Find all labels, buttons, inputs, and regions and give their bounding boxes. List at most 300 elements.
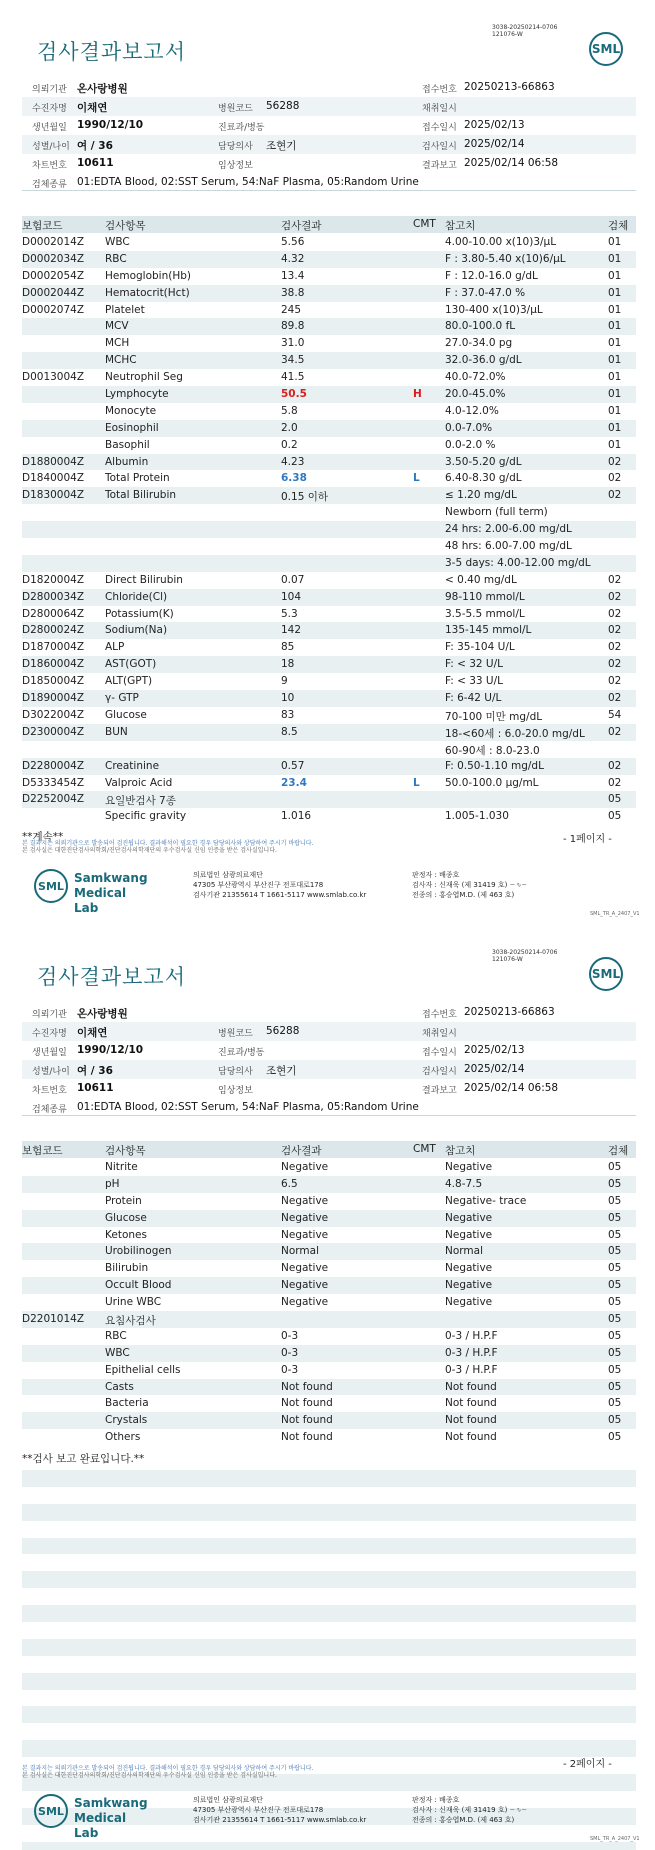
table-row	[22, 1412, 636, 1429]
reference-range: 130-400 x(10)3/μL	[445, 303, 543, 316]
doctor-value: 조현기	[266, 140, 297, 152]
reference-range: 0-3 / H.P.F	[445, 1329, 498, 1342]
reference-range: Negative	[445, 1279, 493, 1292]
test-name: Total Bilirubin	[105, 489, 177, 502]
table-row	[22, 268, 636, 285]
table-row	[22, 1345, 636, 1362]
footnote-2: 본 검사실은 대한진단검사의학회/진단검사의학재단의 우수검사실 신임 인증을 받은 검사실입니다.	[22, 1772, 277, 1779]
table-row	[22, 470, 636, 487]
test-name: RBC	[105, 252, 127, 265]
info-row-2	[22, 1022, 636, 1041]
col-code: 보험코드	[22, 1145, 63, 1157]
test-name: WBC	[105, 1346, 130, 1359]
test-result: Negative	[281, 1262, 329, 1275]
reference-range: 60-90세 : 8.0-23.0	[445, 744, 540, 757]
org-lab: 검사기관 21355614 T 1661-5117 www.smlab.co.kr	[193, 1816, 367, 1824]
doctor-label: 담당의사	[218, 1067, 253, 1077]
accession-value: 20250213-66863	[464, 1006, 555, 1018]
reference-range: Not found	[445, 1431, 497, 1444]
specimen-code: 01	[608, 236, 622, 248]
reference-range: F: 35-104 U/L	[445, 641, 515, 654]
table-row	[22, 775, 636, 792]
test-name: Epithelial cells	[105, 1363, 181, 1376]
specimen-code: 54	[608, 708, 622, 721]
test-result: 245	[281, 303, 302, 316]
report-title: 검사결과보고서	[37, 40, 187, 64]
test-name: Bacteria	[105, 1397, 149, 1410]
institution-label: 의뢰기관	[32, 1010, 67, 1020]
table-row	[22, 285, 636, 302]
table-row	[22, 1379, 636, 1396]
hospital-code-label: 병원코드	[218, 104, 253, 114]
continued-label: **계속**	[22, 831, 64, 843]
sexage-value: 여 / 36	[77, 140, 113, 152]
col-specimen: 검체	[608, 220, 629, 232]
reference-range: 20.0-45.0%	[445, 388, 506, 401]
test-result: 38.8	[281, 286, 305, 299]
specimen-code: 05	[608, 1296, 622, 1309]
reference-range: Not found	[445, 1380, 497, 1393]
reported-label: 결과보고	[422, 161, 457, 171]
reference-range: 50.0-100.0 μg/mL	[445, 776, 539, 789]
report-title: 검사결과보고서	[37, 965, 187, 989]
sexage-label: 성별/나이	[32, 1067, 70, 1077]
org-lab: 검사기관 21355614 T 1661-5117 www.smlab.co.kr	[193, 891, 367, 899]
specimen-code: 05	[608, 1161, 622, 1173]
specimen-code: 01	[608, 252, 622, 265]
specimen-code: 01	[608, 303, 622, 316]
report-code-2: 121076-W	[492, 31, 523, 38]
test-code: D0002044Z	[22, 286, 85, 299]
signer-3: 전종의 : 홍승엽M.D. (제 463 호)	[412, 891, 515, 899]
test-result: 104	[281, 590, 302, 603]
test-name: ALT(GPT)	[105, 675, 153, 688]
dept-label: 진료과/병동	[218, 123, 265, 133]
chart-value: 10611	[77, 157, 114, 169]
test-result: Negative	[281, 1279, 329, 1292]
specimen-code: 02	[608, 590, 622, 603]
test-result: Negative	[281, 1194, 329, 1207]
specimen-code: 01	[608, 337, 622, 350]
test-code: D0002014Z	[22, 236, 85, 248]
brand-line-1: Samkwang	[74, 1796, 148, 1810]
reference-range: F: 6-42 U/L	[445, 692, 502, 705]
test-result: Not found	[281, 1414, 333, 1427]
table-row	[22, 302, 636, 319]
specimen-code: 01	[608, 438, 622, 451]
specimen-code: 05	[608, 1363, 622, 1376]
received-value: 2025/02/13	[464, 1044, 525, 1056]
table-row	[22, 1159, 636, 1176]
col-code: 보험코드	[22, 220, 63, 232]
test-code: D2280004Z	[22, 759, 85, 772]
footnote-page-2	[22, 1765, 313, 1779]
footer-brand	[74, 871, 148, 916]
test-result: 4.32	[281, 252, 305, 265]
reference-range: Not found	[445, 1414, 497, 1427]
test-name: γ- GTP	[105, 692, 139, 705]
patient-label: 수진자명	[32, 1029, 67, 1039]
table-row	[22, 606, 636, 623]
test-name: MCH	[105, 337, 130, 350]
test-name: Nitrite	[105, 1161, 138, 1173]
specimen-code: 02	[608, 692, 622, 705]
table-row	[22, 251, 636, 268]
table-row	[22, 758, 636, 775]
table-row	[22, 639, 636, 656]
specimen-code: 05	[608, 1279, 622, 1292]
test-code: D2800024Z	[22, 624, 85, 637]
test-result: 0-3	[281, 1329, 299, 1342]
test-result: 83	[281, 708, 295, 721]
org-name: 의료법인 삼광의료재단	[193, 1796, 263, 1804]
patient-label: 수진자명	[32, 104, 67, 114]
reported-value: 2025/02/14 06:58	[464, 1082, 559, 1094]
signature-icon: ~∿~	[509, 1806, 528, 1814]
test-name: Lymphocyte	[105, 388, 169, 401]
sml-footer-logo-icon: SML	[34, 1794, 68, 1828]
specimen-code: 05	[608, 1211, 622, 1224]
test-name: Potassium(K)	[105, 607, 174, 620]
specimen-code: 05	[608, 810, 622, 823]
patient-info	[22, 78, 636, 173]
specimen-code: 01	[608, 421, 622, 434]
table-row	[22, 1362, 636, 1379]
col-cmt: CMT	[413, 1143, 436, 1155]
specimen-code: 02	[608, 675, 622, 688]
reference-range: 6.40-8.30 g/dL	[445, 472, 522, 485]
specimen-code: 01	[608, 388, 622, 401]
test-result: Negative	[281, 1228, 329, 1241]
test-result: 41.5	[281, 371, 305, 384]
test-result: 89.8	[281, 320, 305, 333]
collection-label: 채취일시	[422, 104, 457, 114]
info-row-4	[22, 1060, 636, 1079]
table-header	[22, 1141, 636, 1158]
reported-label: 결과보고	[422, 1086, 457, 1096]
specimen-label: 검체종류	[32, 1105, 67, 1115]
table-row	[22, 1210, 636, 1227]
specimen-code: 05	[608, 1313, 622, 1326]
test-name: Glucose	[105, 1211, 147, 1224]
test-result: 8.5	[281, 725, 298, 738]
reference-range: 3-5 days: 4.00-12.00 mg/dL	[445, 556, 591, 569]
received-value: 2025/02/13	[464, 119, 525, 131]
table-row	[22, 1243, 636, 1260]
reference-range: F: < 32 U/L	[445, 658, 504, 671]
reference-range: Not found	[445, 1397, 497, 1410]
test-code: D0002074Z	[22, 303, 85, 316]
reference-range: 4.0-12.0%	[445, 404, 499, 417]
reference-range: Negative	[445, 1262, 493, 1275]
test-name: Hematocrit(Hct)	[105, 286, 190, 299]
test-name: Casts	[105, 1380, 134, 1393]
report-page-2	[0, 925, 655, 1850]
test-result: 4.23	[281, 455, 305, 468]
info-row-3	[22, 116, 636, 135]
table-row	[22, 1227, 636, 1244]
signature-icon: ~∿~	[509, 881, 528, 889]
patient-value: 이채연	[77, 102, 108, 114]
report-codes	[492, 949, 557, 963]
reference-range: ≤ 1.20 mg/dL	[445, 489, 517, 502]
page-number-2: - 2페이지 -	[563, 1759, 612, 1770]
reference-range: Negative	[445, 1161, 493, 1173]
table-row	[22, 1328, 636, 1345]
table-row	[22, 572, 636, 589]
specimen-code: 02	[608, 759, 622, 772]
specimen-code: 02	[608, 624, 622, 637]
results-table-page-2	[22, 1159, 636, 1446]
reference-range: 24 hrs: 2.00-6.00 mg/dL	[445, 523, 572, 536]
footnote-1: 본 결과지는 의뢰기관으로 발송되어 검진됩니다. 결과해석이 필요한 경우 담당의사와 상담하여 주시기 바랍니다.	[22, 1765, 314, 1772]
footer-org	[193, 1795, 366, 1825]
test-result: 31.0	[281, 337, 305, 350]
signer-1: 판정자 : 배종호	[412, 871, 460, 879]
test-result: Not found	[281, 1431, 333, 1444]
test-result: 0.57	[281, 759, 305, 772]
tested-label: 검사일시	[422, 1067, 457, 1077]
test-result: 50.5	[281, 388, 307, 401]
test-result: 0.15 이하	[281, 491, 329, 504]
table-row	[22, 1176, 636, 1193]
org-address: 47305 부산광역시 부산진구 전포대로178	[193, 1806, 324, 1814]
info-row-4	[22, 135, 636, 154]
specimen-code: 02	[608, 573, 622, 586]
test-name: pH	[105, 1177, 120, 1190]
table-row	[22, 1277, 636, 1294]
test-name: Glucose	[105, 708, 147, 721]
test-code: D2201014Z	[22, 1313, 85, 1326]
reference-range: Normal	[445, 1245, 483, 1258]
col-name: 검사항목	[105, 1145, 146, 1157]
reference-range: F : 37.0-47.0 %	[445, 286, 526, 299]
reference-range: 0-3 / H.P.F	[445, 1346, 498, 1359]
specimen-code: 05	[608, 1194, 622, 1207]
table-row	[22, 656, 636, 673]
report-code-1: 3038-20250214-0706	[492, 24, 558, 31]
reference-range: 32.0-36.0 g/dL	[445, 354, 522, 367]
table-row	[22, 1294, 636, 1311]
specimen-code: 05	[608, 1414, 622, 1427]
test-result: Not found	[281, 1380, 333, 1393]
table-row	[22, 791, 636, 808]
test-name: Valproic Acid	[105, 776, 173, 789]
reference-range: 135-145 mmol/L	[445, 624, 532, 637]
dob-label: 생년월일	[32, 123, 67, 133]
specimen-value: 01:EDTA Blood, 02:SST Serum, 54:NaF Plasma, 05:Random Urine	[77, 1101, 419, 1113]
specimen-code: 05	[608, 1346, 622, 1359]
test-result: 142	[281, 624, 302, 637]
footnote-2: 본 검사실은 대한진단검사의학회/진단검사의학재단의 우수검사실 신임 인증을 받은 검사실입니다.	[22, 847, 277, 854]
col-ref: 참고치	[445, 220, 476, 232]
reference-range: F: 0.50-1.10 mg/dL	[445, 759, 544, 772]
brand-line-2: Medical Lab	[74, 1811, 127, 1840]
signer-3: 전종의 : 홍승엽M.D. (제 463 호)	[412, 1816, 515, 1824]
test-code: D0013004Z	[22, 371, 85, 384]
brand-line-1: Samkwang	[74, 871, 148, 885]
reference-range: Negative	[445, 1228, 493, 1241]
test-result: Negative	[281, 1161, 329, 1173]
specimen-code: 02	[608, 658, 622, 671]
test-result: 1.016	[281, 810, 312, 823]
doctor-value: 조현기	[266, 1065, 297, 1077]
reference-range: Negative- trace	[445, 1194, 527, 1207]
test-result: 85	[281, 641, 295, 654]
reference-range: F : 3.80-5.40 x(10)6/μL	[445, 252, 566, 265]
tested-value: 2025/02/14	[464, 138, 525, 150]
test-name: Occult Blood	[105, 1279, 172, 1292]
table-row	[22, 808, 636, 825]
test-name: Eosinophil	[105, 421, 159, 434]
test-flag: L	[413, 472, 420, 485]
test-result: 0-3	[281, 1363, 299, 1376]
test-result: 13.4	[281, 269, 305, 282]
test-code: D2800064Z	[22, 607, 85, 620]
specimen-value: 01:EDTA Blood, 02:SST Serum, 54:NaF Plasma, 05:Random Urine	[77, 176, 419, 188]
test-name: Sodium(Na)	[105, 624, 168, 637]
test-name: Albumin	[105, 455, 149, 468]
accession-label: 접수번호	[422, 1010, 457, 1020]
test-result: 6.38	[281, 472, 307, 485]
test-name: Total Protein	[105, 472, 170, 485]
col-result: 검사결과	[281, 220, 322, 232]
specimen-code: 02	[608, 455, 622, 468]
test-name: Ketones	[105, 1228, 147, 1241]
test-name: 요침사검사	[105, 1315, 156, 1328]
test-code: D2252004Z	[22, 793, 85, 806]
test-result: 23.4	[281, 776, 307, 789]
specimen-code: 01	[608, 371, 622, 384]
tested-label: 검사일시	[422, 142, 457, 152]
test-name: Hemoglobin(Hb)	[105, 269, 192, 282]
specimen-code: 01	[608, 404, 622, 417]
signer-1: 판정자 : 배종호	[412, 1796, 460, 1804]
footer-logo	[34, 1791, 148, 1840]
specimen-code: 02	[608, 607, 622, 620]
test-flag: H	[413, 388, 422, 401]
test-result: Normal	[281, 1245, 319, 1258]
table-row	[22, 707, 636, 724]
info-row-5	[22, 154, 636, 173]
test-code: D1870004Z	[22, 641, 85, 654]
hospital-code-value: 56288	[266, 100, 300, 112]
test-name: MCV	[105, 320, 129, 333]
specimen-code: 05	[608, 1262, 622, 1275]
report-code-1: 3038-20250214-0706	[492, 949, 558, 956]
reference-range: 4.8-7.5	[445, 1177, 483, 1190]
col-cmt: CMT	[413, 218, 436, 230]
brand-line-2: Medical Lab	[74, 886, 127, 915]
signer-2-line	[412, 880, 527, 890]
test-name: ALP	[105, 641, 125, 654]
page-number-1: - 1페이지 -	[563, 834, 612, 845]
reference-range: 40.0-72.0%	[445, 371, 506, 384]
chart-label: 차트번호	[32, 1086, 67, 1096]
specimen-code: 02	[608, 725, 622, 738]
report-code-2: 121076-W	[492, 956, 523, 963]
info-row-1	[22, 1003, 636, 1022]
test-result: 0.07	[281, 573, 305, 586]
test-result: 0.2	[281, 438, 298, 451]
chart-label: 차트번호	[32, 161, 67, 171]
org-address: 47305 부산광역시 부산진구 전포대로178	[193, 881, 324, 889]
col-ref: 참고치	[445, 1145, 476, 1157]
received-label: 접수일시	[422, 123, 457, 133]
hospital-code-value: 56288	[266, 1025, 300, 1037]
test-name: Others	[105, 1431, 141, 1444]
collection-label: 채취일시	[422, 1029, 457, 1039]
specimen-code: 05	[608, 1431, 622, 1444]
table-row	[22, 504, 636, 521]
specimen-code: 01	[608, 269, 622, 282]
reference-range: < 0.40 mg/dL	[445, 573, 517, 586]
reference-range: 70-100 미만 mg/dL	[445, 710, 543, 723]
specimen-row	[22, 1098, 636, 1116]
test-code: D1850004Z	[22, 675, 85, 688]
reference-range: F : 12.0-16.0 g/dL	[445, 269, 538, 282]
reference-range: 0-3 / H.P.F	[445, 1363, 498, 1376]
test-name: Protein	[105, 1194, 142, 1207]
reference-range: Newborn (full term)	[445, 506, 548, 519]
specimen-code: 02	[608, 489, 622, 502]
institution-label: 의뢰기관	[32, 85, 67, 95]
footer-signers	[412, 1795, 527, 1825]
footer-brand	[74, 1796, 148, 1841]
footer-logo	[34, 866, 148, 915]
table-row	[22, 690, 636, 707]
signer-2: 검사자 : 신재욱 (제 31419 호)	[412, 881, 508, 889]
report-complete-label: **검사 보고 완료입니다.**	[22, 1453, 145, 1465]
test-name: MCHC	[105, 354, 137, 367]
test-code: D1830004Z	[22, 489, 85, 502]
table-header	[22, 216, 636, 233]
test-result: 10	[281, 692, 295, 705]
test-code: D1840004Z	[22, 472, 85, 485]
test-result: 5.8	[281, 404, 298, 417]
footnote-1: 본 결과지는 의뢰기관으로 발송되어 검진됩니다. 결과해석이 필요한 경우 담당의사와 상담하여 주시기 바랍니다.	[22, 840, 314, 847]
test-name: Urobilinogen	[105, 1245, 172, 1258]
specimen-code: 05	[608, 793, 622, 806]
reference-range: 27.0-34.0 pg	[445, 337, 513, 350]
reference-range: 98-110 mmol/L	[445, 590, 525, 603]
test-result: 6.5	[281, 1177, 298, 1190]
dob-label: 생년월일	[32, 1048, 67, 1058]
table-row	[22, 318, 636, 335]
reference-range: Negative	[445, 1211, 493, 1224]
test-name: AST(GOT)	[105, 658, 157, 671]
specimen-code: 01	[608, 354, 622, 367]
footer-org	[193, 870, 366, 900]
test-result: 2.0	[281, 421, 298, 434]
table-row	[22, 403, 636, 420]
test-name: Crystals	[105, 1414, 148, 1427]
test-flag: L	[413, 776, 420, 789]
test-result: 5.3	[281, 607, 298, 620]
table-row	[22, 369, 636, 386]
test-name: BUN	[105, 725, 128, 738]
test-name: Platelet	[105, 303, 145, 316]
table-row	[22, 555, 636, 572]
table-row	[22, 724, 636, 741]
table-row	[22, 487, 636, 504]
report-codes	[492, 24, 557, 38]
tested-value: 2025/02/14	[464, 1063, 525, 1075]
patient-info	[22, 1003, 636, 1098]
specimen-code: 02	[608, 641, 622, 654]
test-name: Creatinine	[105, 759, 160, 772]
test-result: Negative	[281, 1296, 329, 1309]
